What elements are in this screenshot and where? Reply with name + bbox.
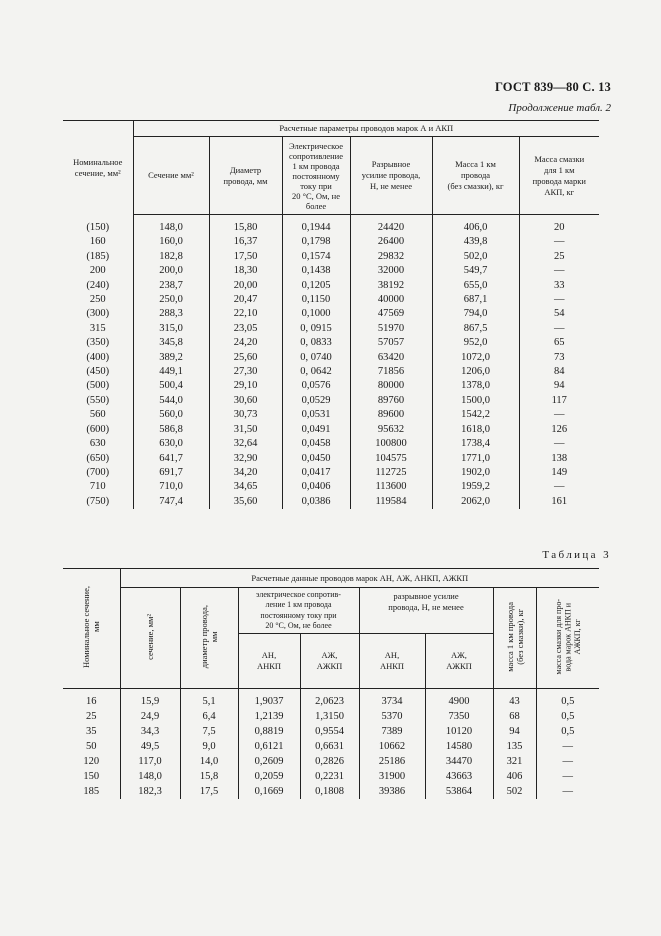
- table-cell: 288,3: [133, 307, 209, 321]
- table-cell: 119584: [350, 495, 432, 509]
- table-cell: 17,50: [209, 250, 282, 264]
- table-cell: 0,5: [536, 689, 599, 710]
- table-cell: 161: [519, 495, 599, 509]
- table-cell: 84: [519, 365, 599, 379]
- col-resistance-an-ankp: АН, АНКП: [238, 634, 300, 689]
- table-cell: 2,0623: [300, 689, 359, 710]
- table-cell: 345,8: [133, 336, 209, 350]
- table-cell: 0,0458: [282, 437, 350, 451]
- table-cell: 0,0386: [282, 495, 350, 509]
- table-cell: 117,0: [120, 754, 180, 769]
- table-cell: 0,0531: [282, 408, 350, 422]
- table-cell: 1072,0: [432, 351, 519, 365]
- table-cell: (240): [86, 279, 110, 291]
- table-cell: 794,0: [432, 307, 519, 321]
- table-cell: 24,20: [209, 336, 282, 350]
- table-cell: —: [519, 293, 599, 307]
- table-row: [63, 307, 599, 321]
- table-row: [63, 452, 599, 466]
- table-cell: 0,1944: [282, 215, 350, 236]
- table-cell: 25: [519, 250, 599, 264]
- table-cell: 1542,2: [432, 408, 519, 422]
- table-cell: 710: [89, 481, 106, 493]
- table-cell: 43: [493, 689, 536, 710]
- table-row: [63, 215, 599, 236]
- table-cell: 89600: [350, 408, 432, 422]
- table-cell: 25186: [359, 754, 425, 769]
- table-row: [63, 264, 599, 278]
- table-cell: 104575: [350, 452, 432, 466]
- table-cell: 34,3: [120, 724, 180, 739]
- table-cell: 68: [493, 709, 536, 724]
- table-cell: 0,5: [536, 724, 599, 739]
- table-cell: (700): [86, 466, 110, 478]
- table-cell: 0,0417: [282, 466, 350, 480]
- col-diameter: [180, 588, 238, 689]
- table-cell: 26400: [350, 235, 432, 249]
- col-break-an-ankp: АН, АНКП: [359, 634, 425, 689]
- table-cell: 100800: [350, 437, 432, 451]
- col-nominal-section: [63, 569, 120, 689]
- table-cell: 952,0: [432, 336, 519, 350]
- table-cell: 4900: [425, 689, 493, 710]
- table-cell: 32000: [350, 264, 432, 278]
- wire-data-table-3: [63, 568, 599, 799]
- table-cell: 6,4: [180, 709, 238, 724]
- table-cell: 1500,0: [432, 394, 519, 408]
- table-cell: 135: [493, 739, 536, 754]
- table-cell: 17,5: [180, 784, 238, 799]
- table-cell: 57057: [350, 336, 432, 350]
- col-grease-mass-label: масса смазки для про- вода марок АНКП и АЖКП, кг: [553, 598, 582, 675]
- table-cell: —: [536, 754, 599, 769]
- table-cell: 439,8: [432, 235, 519, 249]
- table-cell: 117: [519, 394, 599, 408]
- table-cell: 51970: [350, 322, 432, 336]
- table-cell: 138: [519, 452, 599, 466]
- table-cell: 0,1438: [282, 264, 350, 278]
- table-cell: (600): [86, 423, 110, 435]
- table-row: [63, 769, 599, 784]
- table-cell: (550): [86, 394, 110, 406]
- table-cell: —: [536, 769, 599, 784]
- table-cell: 449,1: [133, 365, 209, 379]
- table-cell: 89760: [350, 394, 432, 408]
- table-cell: 73: [519, 351, 599, 365]
- table-cell: 0,2609: [238, 754, 300, 769]
- table-cell: 34470: [425, 754, 493, 769]
- group-header-calculated-params: Расчетные параметры проводов марок А и АКП: [133, 121, 599, 137]
- table-cell: 315: [89, 322, 106, 334]
- table-cell: 549,7: [432, 264, 519, 278]
- table-cell: 24,9: [120, 709, 180, 724]
- table-cell: 0, 0915: [282, 322, 350, 336]
- page-header: ГОСТ 839—80 С. 13: [494, 80, 611, 94]
- table-cell: 7350: [425, 709, 493, 724]
- table-cell: 0,0450: [282, 452, 350, 466]
- table-cell: 5,1: [180, 689, 238, 710]
- table-row: [63, 437, 599, 451]
- table-row: [63, 351, 599, 365]
- table-cell: —: [519, 264, 599, 278]
- table-row: [63, 336, 599, 350]
- table-cell: 630: [89, 438, 106, 450]
- table-cell: 0,5: [536, 709, 599, 724]
- table-cell: 71856: [350, 365, 432, 379]
- table-cell: 120: [83, 756, 100, 767]
- col-diameter: Диаметр провода, мм: [209, 137, 282, 215]
- table-cell: 0,0576: [282, 379, 350, 393]
- table-row: [63, 709, 599, 724]
- table-cell: 32,90: [209, 452, 282, 466]
- table-row: [63, 394, 599, 408]
- table-cell: 10120: [425, 724, 493, 739]
- table-continuation-label: Продолжение табл. 2: [508, 102, 611, 114]
- group-header-calculated-data: Расчетные данные проводов марок АН, АЖ, АНКП, АЖКП: [120, 569, 599, 588]
- table-cell: 655,0: [432, 279, 519, 293]
- table-cell: 0,6121: [238, 739, 300, 754]
- table-row: [63, 279, 599, 293]
- table-cell: 630,0: [133, 437, 209, 451]
- table-row: [63, 293, 599, 307]
- table-cell: 24420: [350, 215, 432, 236]
- table-cell: 1738,4: [432, 437, 519, 451]
- col-diameter-label: диаметр провода, мм: [199, 604, 219, 669]
- table-cell: (500): [86, 380, 110, 392]
- table-cell: 0,0406: [282, 480, 350, 494]
- table-row: [63, 739, 599, 754]
- table-cell: 31,50: [209, 423, 282, 437]
- table-cell: 0,8819: [238, 724, 300, 739]
- table-cell: 10662: [359, 739, 425, 754]
- table-cell: 250,0: [133, 293, 209, 307]
- table-cell: 53864: [425, 784, 493, 799]
- table-cell: 0,2231: [300, 769, 359, 784]
- table-cell: 34,65: [209, 480, 282, 494]
- table-cell: 15,8: [180, 769, 238, 784]
- col-grease-mass: [536, 588, 599, 689]
- group-break-force: разрывное усилие провода, Н, не менее: [359, 588, 493, 634]
- table-row: [63, 466, 599, 480]
- table-cell: 0,1669: [238, 784, 300, 799]
- table-cell: —: [519, 437, 599, 451]
- table-cell: (450): [86, 366, 110, 378]
- table-cell: 33: [519, 279, 599, 293]
- table-cell: 5370: [359, 709, 425, 724]
- table-row: [63, 724, 599, 739]
- table-cell: 502: [493, 784, 536, 799]
- table-cell: 39386: [359, 784, 425, 799]
- table-cell: 29,10: [209, 379, 282, 393]
- table-cell: 20,47: [209, 293, 282, 307]
- table-cell: 0,1798: [282, 235, 350, 249]
- table-row: [63, 480, 599, 494]
- table-cell: 7389: [359, 724, 425, 739]
- table-cell: 148,0: [120, 769, 180, 784]
- table-cell: 687,1: [432, 293, 519, 307]
- table-row: [63, 689, 599, 710]
- table-cell: 0, 0740: [282, 351, 350, 365]
- table-cell: —: [536, 784, 599, 799]
- table-cell: 502,0: [432, 250, 519, 264]
- col-section-label: сечение, мм²: [145, 613, 155, 660]
- table-cell: 321: [493, 754, 536, 769]
- table-cell: 0,2826: [300, 754, 359, 769]
- col-nominal-section: Номинальное сечение, мм²: [73, 156, 123, 178]
- table-cell: (185): [86, 250, 110, 262]
- table-row: [63, 408, 599, 422]
- table-cell: 32,64: [209, 437, 282, 451]
- table-cell: 867,5: [432, 322, 519, 336]
- col-mass: [493, 588, 536, 689]
- table-cell: 65: [519, 336, 599, 350]
- table-cell: 0,1205: [282, 279, 350, 293]
- wire-parameters-table-a-akp: [63, 120, 599, 509]
- table-cell: 18,30: [209, 264, 282, 278]
- table-row: [63, 235, 599, 249]
- table-cell: 691,7: [133, 466, 209, 480]
- table-cell: 1618,0: [432, 423, 519, 437]
- table-cell: 200: [89, 265, 106, 277]
- table-cell: 0,9554: [300, 724, 359, 739]
- table-cell: 0,1574: [282, 250, 350, 264]
- table-cell: (650): [86, 452, 110, 464]
- table-cell: 1,3150: [300, 709, 359, 724]
- table-cell: 34,20: [209, 466, 282, 480]
- table-cell: 23,05: [209, 322, 282, 336]
- table-cell: 1902,0: [432, 466, 519, 480]
- table-cell: 0,2059: [238, 769, 300, 784]
- table-cell: 30,60: [209, 394, 282, 408]
- table-cell: 160: [89, 236, 106, 248]
- table-cell: 182,8: [133, 250, 209, 264]
- table-cell: 112725: [350, 466, 432, 480]
- table-cell: 49,5: [120, 739, 180, 754]
- table-cell: 182,3: [120, 784, 180, 799]
- table-cell: 710,0: [133, 480, 209, 494]
- table-cell: 315,0: [133, 322, 209, 336]
- table-cell: 2062,0: [432, 495, 519, 509]
- table-cell: 0,0529: [282, 394, 350, 408]
- table-cell: 25,60: [209, 351, 282, 365]
- col-mass: Масса 1 км провода (без смазки), кг: [432, 137, 519, 215]
- table-cell: 80000: [350, 379, 432, 393]
- table-cell: 1378,0: [432, 379, 519, 393]
- table-cell: 586,8: [133, 423, 209, 437]
- table-row: [63, 423, 599, 437]
- table-cell: 9,0: [180, 739, 238, 754]
- table-cell: 40000: [350, 293, 432, 307]
- table-cell: 406,0: [432, 215, 519, 236]
- table-cell: 27,30: [209, 365, 282, 379]
- table-cell: 160,0: [133, 235, 209, 249]
- table-cell: 30,73: [209, 408, 282, 422]
- table-cell: 16: [86, 696, 97, 707]
- table-cell: —: [519, 322, 599, 336]
- table-cell: 560: [89, 409, 106, 421]
- table-cell: 29832: [350, 250, 432, 264]
- table-cell: 200,0: [133, 264, 209, 278]
- col-resistance-azh-azhkp: АЖ, АЖКП: [300, 634, 359, 689]
- table-row: [63, 754, 599, 769]
- table-cell: (300): [86, 308, 110, 320]
- table-cell: 1,2139: [238, 709, 300, 724]
- table-cell: (150): [86, 221, 110, 233]
- col-break-azh-azhkp: АЖ, АЖКП: [425, 634, 493, 689]
- table-cell: 0,0491: [282, 423, 350, 437]
- table-cell: 148,0: [133, 215, 209, 236]
- table-cell: —: [536, 739, 599, 754]
- table-cell: 94: [519, 379, 599, 393]
- table-cell: (750): [86, 495, 110, 507]
- table-cell: 1,9037: [238, 689, 300, 710]
- table-cell: 15,80: [209, 215, 282, 236]
- table-cell: 113600: [350, 480, 432, 494]
- table-cell: 50: [86, 741, 97, 752]
- table-cell: 15,9: [120, 689, 180, 710]
- table-cell: —: [519, 480, 599, 494]
- col-grease-mass: Масса смазки для 1 км провода марки АКП, кг: [519, 137, 599, 215]
- table-cell: 0,6631: [300, 739, 359, 754]
- col-nominal-section-label: Номинальное сечение, мм: [81, 586, 102, 668]
- table-cell: 14580: [425, 739, 493, 754]
- table-row: [63, 322, 599, 336]
- table-cell: 747,4: [133, 495, 209, 509]
- table-row: [63, 250, 599, 264]
- table-cell: 0, 0642: [282, 365, 350, 379]
- table-cell: 0, 0833: [282, 336, 350, 350]
- col-mass-label: масса 1 км провода (без смазки), кг: [504, 601, 525, 672]
- table-cell: 641,7: [133, 452, 209, 466]
- table-cell: 20: [519, 215, 599, 236]
- table-cell: (350): [86, 337, 110, 349]
- table-cell: 0,1150: [282, 293, 350, 307]
- table-cell: 185: [83, 786, 100, 797]
- table-cell: 20,00: [209, 279, 282, 293]
- table-cell: 54: [519, 307, 599, 321]
- table-cell: 35,60: [209, 495, 282, 509]
- table-cell: 0,1000: [282, 307, 350, 321]
- table-row: [63, 495, 599, 509]
- table-cell: —: [519, 235, 599, 249]
- table-cell: 406: [493, 769, 536, 784]
- table-cell: 95632: [350, 423, 432, 437]
- table-cell: 544,0: [133, 394, 209, 408]
- table-cell: 22,10: [209, 307, 282, 321]
- group-resistance: электрическое сопротив- ление 1 км провода постоянному току при 20 °С, Ом, не более: [238, 588, 359, 634]
- table-cell: 238,7: [133, 279, 209, 293]
- table-cell: 1771,0: [432, 452, 519, 466]
- table-cell: —: [519, 408, 599, 422]
- table-cell: 35: [86, 726, 97, 737]
- table-cell: 38192: [350, 279, 432, 293]
- col-section: [120, 588, 180, 689]
- table-row: [63, 379, 599, 393]
- table-cell: 500,4: [133, 379, 209, 393]
- table-row: [63, 784, 599, 799]
- table-cell: 47569: [350, 307, 432, 321]
- table-cell: 149: [519, 466, 599, 480]
- table-cell: 126: [519, 423, 599, 437]
- table-cell: 1206,0: [432, 365, 519, 379]
- col-resistance: Электрическое сопротивление 1 км провода постоянному току при 20 °С, Ом, не более: [282, 137, 350, 215]
- table-cell: 43663: [425, 769, 493, 784]
- table-cell: 25: [86, 711, 97, 722]
- table-cell: (400): [86, 351, 110, 363]
- table-cell: 150: [83, 771, 100, 782]
- table-3-label: Таблица 3: [542, 549, 611, 561]
- table-cell: 560,0: [133, 408, 209, 422]
- table-cell: 0,1808: [300, 784, 359, 799]
- col-break-force: Разрывное усилие провода, Н, не менее: [350, 137, 432, 215]
- table-row: [63, 365, 599, 379]
- table-cell: 250: [89, 294, 106, 306]
- table-cell: 16,37: [209, 235, 282, 249]
- table-cell: 389,2: [133, 351, 209, 365]
- table-cell: 14,0: [180, 754, 238, 769]
- table-cell: 94: [493, 724, 536, 739]
- table-cell: 31900: [359, 769, 425, 784]
- table-cell: 3734: [359, 689, 425, 710]
- table-cell: 7,5: [180, 724, 238, 739]
- table-cell: 1959,2: [432, 480, 519, 494]
- col-section: Сечение мм²: [133, 137, 209, 215]
- table-cell: 63420: [350, 351, 432, 365]
